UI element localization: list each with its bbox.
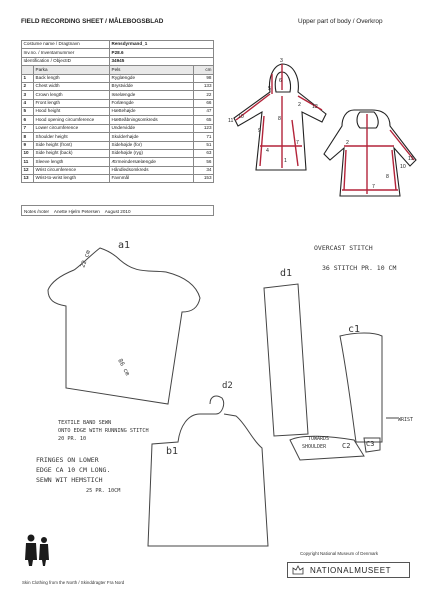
cell-cm: 22 (194, 91, 214, 99)
piece-a1 (48, 248, 200, 404)
diagram-label: 12 (312, 104, 318, 110)
cell-n: 6 (22, 116, 34, 124)
textile-note-3: 20 PR. 10 (58, 436, 87, 442)
diagram-label: 4 (266, 148, 269, 154)
diagram-label: 9 (258, 128, 261, 134)
col-header-da: Pels (110, 66, 194, 74)
cell-da: Ryglængde (110, 74, 194, 82)
cell-en: Side height (front) (34, 141, 110, 149)
table-row (22, 166, 214, 174)
cell-n: 5 (22, 108, 34, 116)
parka-diagram (222, 50, 422, 200)
table-row (22, 116, 214, 124)
table-row (22, 74, 214, 82)
crown-crest-icon (292, 565, 304, 575)
diagram-label: 11 (408, 156, 414, 162)
overcast-note-rate: 36 STITCH PR. 10 CM (322, 264, 397, 272)
cell-n: 8 (22, 133, 34, 141)
cell-n: 11 (22, 158, 34, 166)
sketch-annotations (36, 240, 413, 494)
label-c2: C2 (342, 442, 351, 450)
diagram-label: 5 (268, 86, 271, 92)
wrist-label: WRIST (398, 417, 414, 423)
cell-en: Side height (back) (34, 149, 110, 157)
cell-n: 3 (22, 91, 34, 99)
table-row (22, 82, 214, 90)
cell-da: Hætteåbningsomkreds (110, 116, 194, 124)
sketch-pieces (48, 248, 398, 546)
col-header-unit: cm (194, 66, 214, 74)
cell-da: Isselængde (110, 91, 194, 99)
cell-da: Forlængde (110, 99, 194, 107)
cell-en: Hood opening circumference (34, 116, 110, 124)
overcast-note: OVERCAST STITCH (314, 244, 373, 252)
cell-da: Hættehøjde (110, 108, 194, 116)
cell-en: Shoulder height (34, 133, 110, 141)
page-subtitle: Upper part of body / Overkrop (298, 18, 383, 25)
towards-label-2: SHOULDER (302, 444, 327, 450)
diagram-label: 8 (386, 174, 389, 180)
table-row (22, 99, 214, 107)
diagram-label: 3 (280, 58, 283, 64)
info-label: Inv.no. / Inventarnummer (22, 49, 110, 57)
info-value: Rensdyrmand_1 (110, 41, 214, 49)
footer-left-text: Skin Clothing from the North / Skinddragter Fra Nord (22, 580, 125, 585)
cell-da: Favnmål (110, 175, 194, 183)
cell-n: 10 (22, 149, 34, 157)
label-d1: d1 (280, 268, 293, 279)
notes-author: Anette Hjelm Petersen (53, 209, 100, 214)
inuit-figures-logo (22, 532, 54, 566)
cell-cm: 34 (194, 166, 214, 174)
textile-note-1: TEXTILE BAND SEWN (58, 420, 112, 426)
cell-en: Lower circumference (34, 124, 110, 132)
cell-en: Chest width (34, 82, 110, 90)
cell-cm: 153 (194, 175, 214, 183)
label-a1-body-dim: 86 cm (116, 357, 131, 377)
info-row (22, 57, 214, 65)
piece-b1 (148, 396, 268, 546)
cell-n: 9 (22, 141, 34, 149)
diagram-label: 2 (346, 140, 349, 146)
diagram-label: 11 (228, 118, 234, 124)
cell-cm: 63 (194, 149, 214, 157)
table-row (22, 108, 214, 116)
cell-da: Håndledsomkreds (110, 166, 194, 174)
cell-da: Ærmeindersælængde (110, 158, 194, 166)
cell-n: 13 (22, 175, 34, 183)
table-row (22, 91, 214, 99)
parka-back-outline (324, 110, 416, 196)
diagram-label: 10 (400, 164, 406, 170)
info-label: Costume name / Dragtnavn (22, 41, 110, 49)
cell-en: Wrist circumference (34, 166, 110, 174)
info-row (22, 41, 214, 49)
cell-n: 7 (22, 124, 34, 132)
label-d2: d2 (222, 381, 233, 391)
table-row (22, 175, 214, 183)
page-title: FIELD RECORDING SHEET / MÅLEBOGSBLAD (21, 18, 164, 25)
notes-label: Notes /noter (24, 209, 50, 214)
col-header-en: Parka (34, 66, 110, 74)
diagram-label: 1 (284, 158, 287, 164)
cell-cm: 133 (194, 82, 214, 90)
cell-en: Back length (34, 74, 110, 82)
info-value: 34945 (110, 57, 214, 65)
pattern-sketch (0, 228, 424, 548)
piece-c1 (340, 333, 382, 442)
notes-row (21, 205, 214, 216)
diagram-label: 2 (298, 102, 301, 108)
diagram-label: 8 (278, 116, 281, 122)
cell-cm: 98 (194, 74, 214, 82)
info-label: Identification / ObjectID (22, 57, 110, 65)
info-value: P28.6 (110, 49, 214, 57)
cell-da: Sidehøjde (ryg) (110, 149, 194, 157)
label-b1: b1 (166, 446, 179, 457)
fringe-note-1: FRINGES ON LOWER (36, 456, 99, 464)
towards-label: TOWARDS (308, 436, 330, 442)
cell-n: 2 (22, 82, 34, 90)
diagram-label: 6 (279, 78, 282, 84)
cell-da: Sidehøjde (for) (110, 141, 194, 149)
cell-da: Undervidde (110, 124, 194, 132)
label-c1: c1 (348, 324, 361, 335)
table-header (22, 66, 214, 74)
cell-da: Brystvidde (110, 82, 194, 90)
cell-cm: 66 (194, 99, 214, 107)
fringe-note-2: EDGE CA 10 CM LONG. (36, 466, 111, 474)
diagram-label: 7 (372, 184, 375, 190)
table-row (22, 133, 214, 141)
cell-da: Skulderhøjde (110, 133, 194, 141)
table-row (22, 158, 214, 166)
cell-en: Front length (34, 99, 110, 107)
cell-cm: 65 (194, 116, 214, 124)
nationalmuseet-logo: NATIONALMUSEET (287, 562, 410, 578)
diagram-label: 10 (238, 114, 244, 120)
cell-cm: 47 (194, 108, 214, 116)
cell-n: 1 (22, 74, 34, 82)
copyright-text: Copyright National Museum of Denmark (300, 551, 379, 556)
label-c3: C3 (366, 440, 375, 448)
table-row (22, 141, 214, 149)
cell-cm: 51 (194, 141, 214, 149)
table-row (22, 149, 214, 157)
cell-en: Wrist-to-wrist length (34, 175, 110, 183)
textile-note-2: ONTO EDGE WITH RUNNING STITCH (58, 428, 149, 434)
diagram-label: 7 (296, 140, 299, 146)
measurement-table (21, 40, 214, 183)
cell-cm: 71 (194, 133, 214, 141)
table-row (22, 124, 214, 132)
notes-date: August 2010 (104, 209, 131, 214)
cell-cm: 123 (194, 124, 214, 132)
label-a1: a1 (118, 240, 131, 251)
cell-cm: 56 (194, 158, 214, 166)
piece-d1 (264, 284, 308, 436)
fringe-note-3: SEWN WIT HEMSTICH (36, 476, 103, 484)
cell-n: 4 (22, 99, 34, 107)
cell-en: Crown length (34, 91, 110, 99)
fringe-note-4: 25 PR. 10CM (86, 488, 121, 494)
cell-en: Sleeve length (34, 158, 110, 166)
cell-n: 12 (22, 166, 34, 174)
info-row (22, 49, 214, 57)
cell-en: Hood height (34, 108, 110, 116)
label-a1-dim: 22 cm (79, 249, 93, 269)
